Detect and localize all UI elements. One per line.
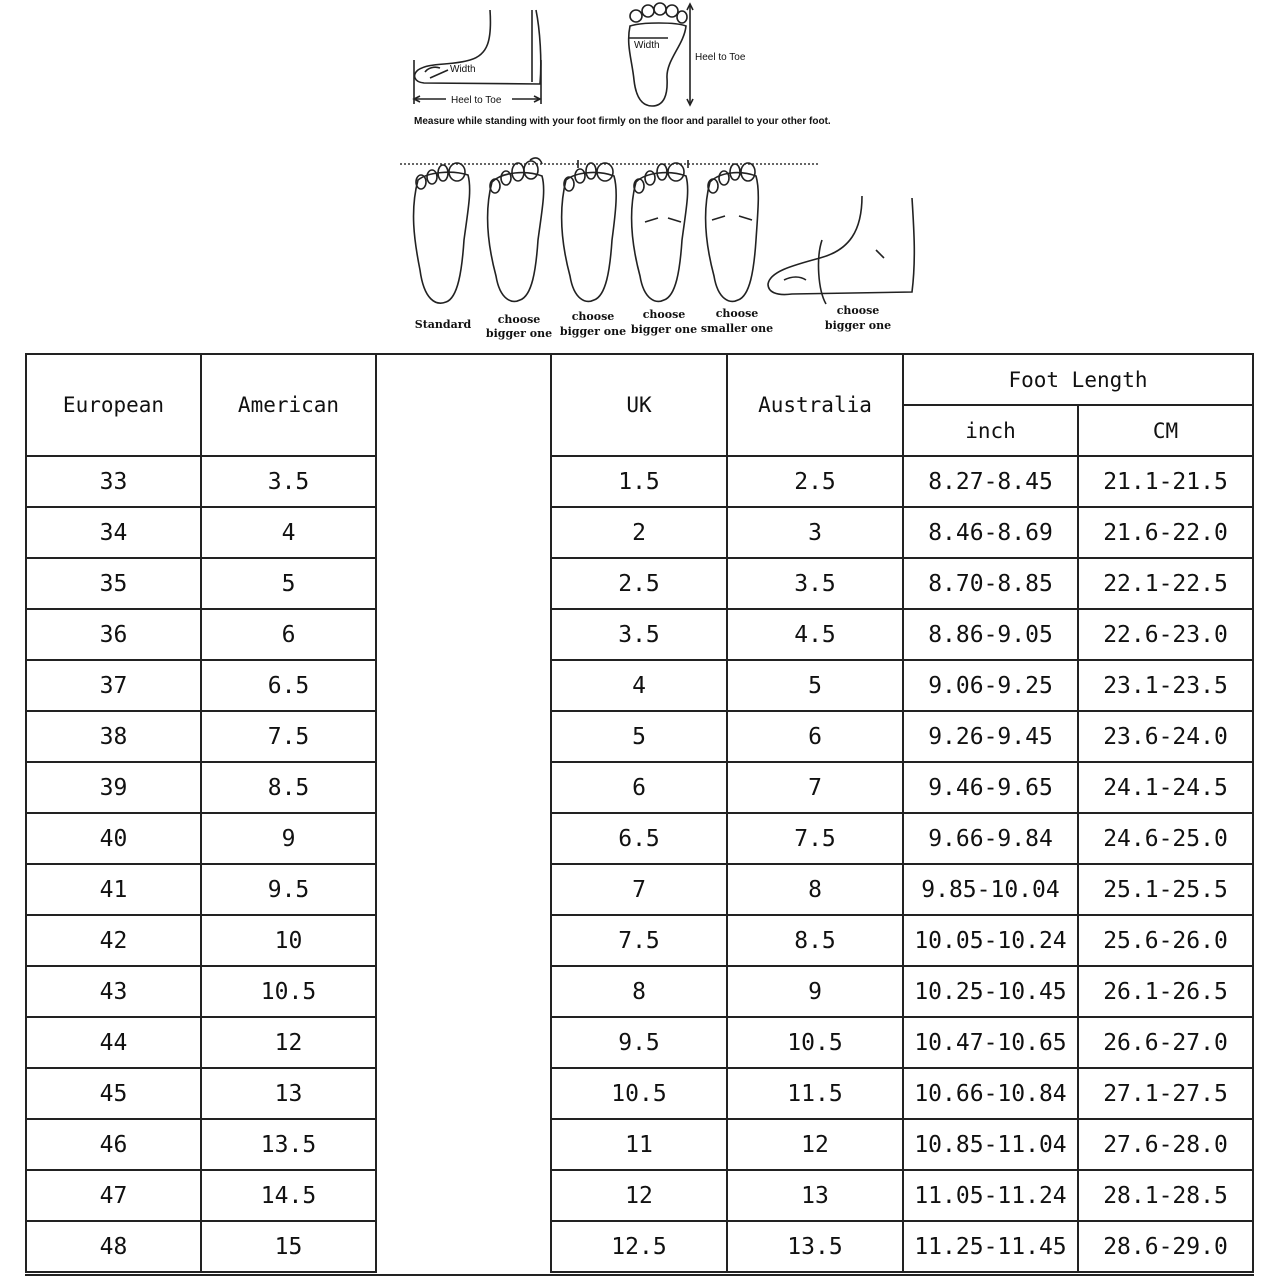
narrow-foot-icon	[706, 163, 759, 301]
uk-size: 6	[551, 762, 727, 813]
foot-type-label-2a: choose	[497, 313, 541, 326]
foot-length-inch: 9.85-10.04	[903, 864, 1078, 915]
table-row	[26, 1119, 1253, 1170]
table-row	[26, 1068, 1253, 1119]
blank-cell	[376, 1170, 551, 1221]
high-instep-foot-icon	[768, 196, 914, 304]
foot-type-label-1: Standard	[414, 318, 472, 331]
american-size: 7.5	[201, 711, 376, 762]
foot-length-cm: 27.1-27.5	[1078, 1068, 1253, 1119]
australia-size: 3	[727, 507, 903, 558]
foot-length-inch: 11.05-11.24	[903, 1170, 1078, 1221]
blank-cell	[376, 660, 551, 711]
blank-cell	[376, 813, 551, 864]
american-size: 4	[201, 507, 376, 558]
foot-type-label-5a: choose	[715, 307, 759, 320]
table-row	[26, 915, 1253, 966]
european-size: 45	[26, 1068, 201, 1119]
table-row	[26, 660, 1253, 711]
header-foot-length: Foot Length	[903, 354, 1253, 405]
foot-length-cm: 22.6-23.0	[1078, 609, 1253, 660]
australia-size: 5	[727, 660, 903, 711]
foot-length-cm: 27.6-28.0	[1078, 1119, 1253, 1170]
table-bottom-rule	[25, 1274, 1254, 1276]
european-size: 39	[26, 762, 201, 813]
foot-length-inch: 10.47-10.65	[903, 1017, 1078, 1068]
uk-size: 1.5	[551, 456, 727, 507]
european-size: 48	[26, 1221, 201, 1272]
foot-type-label-2b: bigger one	[485, 327, 553, 340]
side-length-label: Heel to Toe	[451, 95, 502, 106]
foot-type-label-3a: choose	[571, 310, 615, 323]
foot-length-cm: 23.1-23.5	[1078, 660, 1253, 711]
foot-length-cm: 26.1-26.5	[1078, 966, 1253, 1017]
european-size: 41	[26, 864, 201, 915]
australia-size: 9	[727, 966, 903, 1017]
header-australia: Australia	[727, 354, 903, 456]
blank-cell	[376, 456, 551, 507]
blank-cell	[376, 1119, 551, 1170]
blank-cell	[376, 558, 551, 609]
foot-length-cm: 23.6-24.0	[1078, 711, 1253, 762]
american-size: 10	[201, 915, 376, 966]
foot-length-cm: 21.6-22.0	[1078, 507, 1253, 558]
size-table-body	[26, 456, 1253, 1272]
european-size: 47	[26, 1170, 201, 1221]
table-row	[26, 966, 1253, 1017]
blank-cell	[376, 507, 551, 558]
foot-length-inch: 9.46-9.65	[903, 762, 1078, 813]
shoe-size-table	[25, 353, 1254, 1273]
foot-length-cm: 25.1-25.5	[1078, 864, 1253, 915]
foot-length-inch: 9.06-9.25	[903, 660, 1078, 711]
uk-size: 2.5	[551, 558, 727, 609]
foot-length-inch: 10.05-10.24	[903, 915, 1078, 966]
american-size: 12	[201, 1017, 376, 1068]
european-size: 46	[26, 1119, 201, 1170]
uk-size: 9.5	[551, 1017, 727, 1068]
foot-type-label-6a: choose	[836, 304, 880, 317]
foot-length-cm: 28.6-29.0	[1078, 1221, 1253, 1272]
blank-cell	[376, 915, 551, 966]
european-size: 34	[26, 507, 201, 558]
table-row	[26, 864, 1253, 915]
foot-length-cm: 22.1-22.5	[1078, 558, 1253, 609]
table-row	[26, 1017, 1253, 1068]
foot-length-inch: 8.27-8.45	[903, 456, 1078, 507]
foot-length-inch: 10.85-11.04	[903, 1119, 1078, 1170]
foot-diagram-svg	[0, 0, 1280, 350]
table-row	[26, 558, 1253, 609]
foot-length-inch: 9.26-9.45	[903, 711, 1078, 762]
uk-size: 5	[551, 711, 727, 762]
foot-length-inch: 9.66-9.84	[903, 813, 1078, 864]
table-row	[26, 456, 1253, 507]
european-size: 36	[26, 609, 201, 660]
american-size: 9	[201, 813, 376, 864]
american-size: 5	[201, 558, 376, 609]
american-size: 6.5	[201, 660, 376, 711]
uk-size: 7	[551, 864, 727, 915]
australia-size: 6	[727, 711, 903, 762]
header-uk: UK	[551, 354, 727, 456]
foot-length-inch: 8.86-9.05	[903, 609, 1078, 660]
foot-length-cm: 28.1-28.5	[1078, 1170, 1253, 1221]
american-size: 10.5	[201, 966, 376, 1017]
american-size: 14.5	[201, 1170, 376, 1221]
table-row	[26, 711, 1253, 762]
foot-length-cm: 25.6-26.0	[1078, 915, 1253, 966]
table-row	[26, 762, 1253, 813]
header-american: American	[201, 354, 376, 456]
australia-size: 4.5	[727, 609, 903, 660]
uk-size: 12.5	[551, 1221, 727, 1272]
foot-type-label-4b: bigger one	[630, 323, 698, 336]
australia-size: 10.5	[727, 1017, 903, 1068]
side-view-foot-icon	[414, 10, 541, 104]
australia-size: 13.5	[727, 1221, 903, 1272]
table-row	[26, 1221, 1253, 1272]
foot-length-inch: 8.46-8.69	[903, 507, 1078, 558]
uk-size: 7.5	[551, 915, 727, 966]
table-row	[26, 1170, 1253, 1221]
australia-size: 8	[727, 864, 903, 915]
american-size: 3.5	[201, 456, 376, 507]
table-row	[26, 813, 1253, 864]
side-width-label: Width	[450, 64, 476, 75]
uk-size: 6.5	[551, 813, 727, 864]
blank-cell	[376, 762, 551, 813]
american-size: 15	[201, 1221, 376, 1272]
table-row	[26, 609, 1253, 660]
blank-cell	[376, 1068, 551, 1119]
australia-size: 7.5	[727, 813, 903, 864]
australia-size: 2.5	[727, 456, 903, 507]
header-cm: CM	[1078, 405, 1253, 456]
european-size: 37	[26, 660, 201, 711]
european-size: 40	[26, 813, 201, 864]
foot-type-label-4a: choose	[642, 308, 686, 321]
uk-size: 3.5	[551, 609, 727, 660]
top-width-label: Width	[634, 40, 660, 51]
foot-length-inch: 11.25-11.45	[903, 1221, 1078, 1272]
american-size: 13.5	[201, 1119, 376, 1170]
european-size: 35	[26, 558, 201, 609]
uk-size: 12	[551, 1170, 727, 1221]
uk-size: 10.5	[551, 1068, 727, 1119]
australia-size: 8.5	[727, 915, 903, 966]
standard-foot-icon	[414, 163, 470, 303]
european-size: 33	[26, 456, 201, 507]
foot-length-cm: 24.1-24.5	[1078, 762, 1253, 813]
measure-instruction: Measure while standing with your foot firmly on the floor and parallel to your other foot.	[414, 116, 831, 127]
foot-length-inch: 10.66-10.84	[903, 1068, 1078, 1119]
foot-type-label-3b: bigger one	[559, 325, 627, 338]
australia-size: 3.5	[727, 558, 903, 609]
foot-type-label-5b: smaller one	[700, 322, 774, 335]
top-view-foot-icon	[629, 3, 693, 106]
blank-cell	[376, 1221, 551, 1272]
foot-length-inch: 8.70-8.85	[903, 558, 1078, 609]
uk-size: 4	[551, 660, 727, 711]
american-size: 8.5	[201, 762, 376, 813]
european-size: 42	[26, 915, 201, 966]
wide-toe-foot-icon	[562, 160, 617, 301]
foot-measurement-diagram	[0, 0, 1280, 350]
american-size: 6	[201, 609, 376, 660]
australia-size: 7	[727, 762, 903, 813]
american-size: 9.5	[201, 864, 376, 915]
foot-length-cm: 21.1-21.5	[1078, 456, 1253, 507]
australia-size: 11.5	[727, 1068, 903, 1119]
european-size: 44	[26, 1017, 201, 1068]
header-european: European	[26, 354, 201, 456]
table-row	[26, 507, 1253, 558]
blank-cell	[376, 609, 551, 660]
greek-foot-icon	[488, 158, 544, 301]
australia-size: 12	[727, 1119, 903, 1170]
uk-size: 2	[551, 507, 727, 558]
blank-cell	[376, 966, 551, 1017]
foot-length-inch: 10.25-10.45	[903, 966, 1078, 1017]
uk-size: 11	[551, 1119, 727, 1170]
header-inch: inch	[903, 405, 1078, 456]
european-size: 43	[26, 966, 201, 1017]
blank-cell	[376, 1017, 551, 1068]
american-size: 13	[201, 1068, 376, 1119]
top-length-label: Heel to Toe	[695, 52, 746, 63]
european-size: 38	[26, 711, 201, 762]
uk-size: 8	[551, 966, 727, 1017]
foot-length-cm: 26.6-27.0	[1078, 1017, 1253, 1068]
australia-size: 13	[727, 1170, 903, 1221]
blank-cell	[376, 864, 551, 915]
foot-length-cm: 24.6-25.0	[1078, 813, 1253, 864]
blank-cell	[376, 711, 551, 762]
header-blank	[376, 354, 551, 456]
foot-type-label-6b: bigger one	[824, 319, 892, 332]
wide-foot-icon	[632, 160, 688, 301]
